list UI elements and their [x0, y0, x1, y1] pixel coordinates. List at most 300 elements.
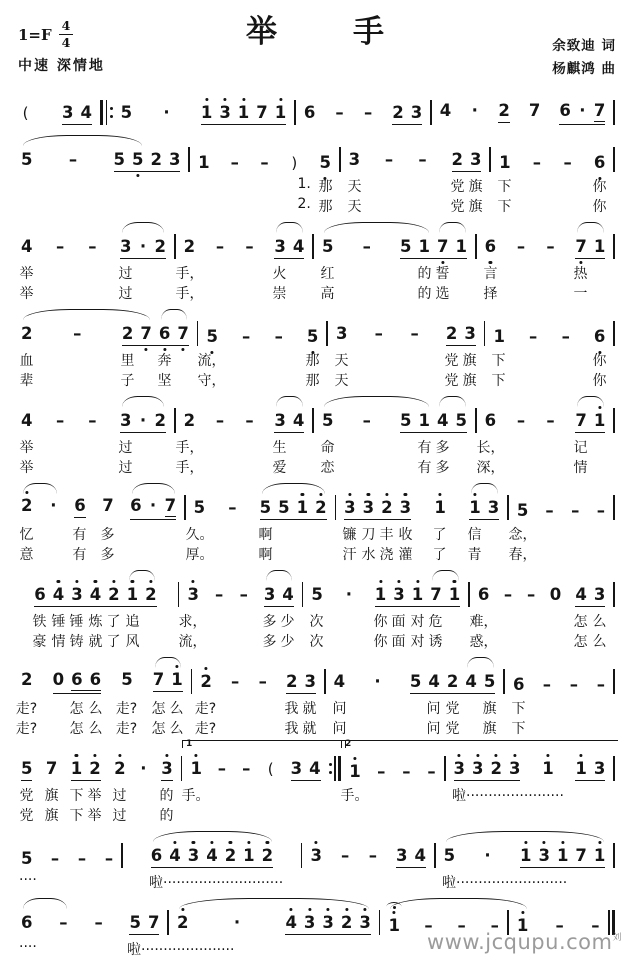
lyric-syllable: 子: [120, 373, 135, 389]
augmentation-dot: ·: [345, 585, 352, 604]
barline: [335, 495, 337, 520]
lyric-syllable: 么: [88, 721, 103, 737]
lyric-syllable: 了: [106, 634, 121, 650]
measure: [114, 91, 294, 128]
lyric-syllable: 对: [410, 614, 425, 630]
lyric-syllable: 下: [69, 788, 84, 804]
lyric-syllable: 党: [19, 788, 34, 804]
measure: [327, 660, 503, 697]
octave-dot-above-icon: [327, 908, 330, 911]
note-token: 1: [171, 671, 182, 689]
note-token: 2: [498, 100, 510, 120]
measure: [506, 663, 612, 697]
duration-dash: –: [335, 103, 344, 122]
barline: [174, 234, 176, 259]
lyric-syllable: 1.: [297, 176, 311, 192]
barline: [326, 321, 328, 346]
note-token: 7: [45, 759, 58, 778]
barline: [181, 756, 183, 781]
duration-dash: –: [245, 237, 254, 256]
note-token: 6: [159, 325, 170, 343]
lyric-syllable: 下: [511, 701, 526, 717]
lyrics-row: [14, 630, 616, 650]
lyric-syllable: 举: [19, 440, 34, 456]
octave-dot-above-icon: [175, 665, 178, 668]
barline: [613, 756, 615, 781]
lyric-syllable: 问: [426, 721, 441, 737]
octave-dot-above-icon: [404, 493, 407, 496]
note-token: 1: [593, 237, 606, 256]
measure: [14, 399, 173, 436]
system-block: [14, 394, 616, 476]
note-token: 2: [381, 499, 392, 517]
octave-dot-above-icon: [524, 841, 527, 844]
lyrics-row: [14, 543, 616, 563]
lyric-syllable: 啊: [258, 527, 273, 543]
barline: [430, 100, 432, 125]
measure: [492, 141, 612, 175]
volta-number: 2: [345, 739, 352, 749]
note-token: 3: [509, 760, 520, 778]
note-token: 5: [307, 328, 318, 346]
note-token: 5: [311, 585, 323, 604]
lyric-syllable: 炼: [88, 614, 103, 630]
note-token: 4: [292, 237, 305, 256]
lyric-syllable: 情: [573, 460, 588, 476]
lyric-syllable: 深，: [476, 460, 505, 476]
note-token: 1: [201, 104, 212, 122]
note-token: 5: [455, 411, 467, 430]
octave-dot-above-icon: [266, 841, 269, 844]
octave-dot-above-icon: [393, 911, 396, 914]
system-block: [14, 133, 616, 215]
lyric-syllable: 选: [435, 286, 450, 302]
note-token: 5: [400, 237, 412, 256]
fermata-icon: [387, 902, 402, 911]
note-token: 1: [71, 760, 82, 778]
measure: [303, 834, 433, 871]
lyric-syllable: 诱: [428, 634, 443, 650]
note-token: 3: [487, 498, 500, 517]
measure: [170, 901, 378, 938]
beam-group: [114, 151, 181, 172]
measure: [304, 573, 467, 610]
lyric-syllable: 下: [491, 373, 506, 389]
beam-group: [62, 104, 92, 125]
measure: [329, 312, 483, 349]
watermark: [427, 930, 622, 954]
note-token: 1: [238, 104, 249, 122]
barline: [188, 147, 190, 172]
note-token: 6: [303, 103, 316, 122]
beam-group: [469, 499, 499, 520]
augmentation-dot: ·: [50, 495, 57, 515]
lyric-syllable: 面: [391, 614, 406, 630]
lyric-syllable: 高: [320, 286, 335, 302]
lyric-syllable: 党: [444, 353, 459, 369]
barline: [613, 321, 615, 346]
note-token: 3: [410, 103, 423, 122]
lyric-syllable: 厚。: [185, 547, 214, 563]
lyric-syllable: 过: [118, 460, 133, 476]
lyrics-row: [14, 523, 616, 543]
measure: [183, 747, 327, 784]
note-token: 5: [120, 103, 133, 122]
lyric-syllable: 次: [309, 634, 324, 650]
beam-group: [575, 238, 605, 259]
note-token: 3: [161, 760, 172, 778]
note-token: 3: [593, 759, 606, 778]
lyric-syllable: 久。: [185, 527, 214, 543]
note-token: 5: [259, 498, 272, 517]
beam-group: [520, 847, 605, 868]
lyric-syllable: 的: [159, 808, 174, 824]
barline: [613, 147, 615, 172]
lyric-syllable: 下: [511, 721, 526, 737]
credits: [552, 35, 616, 81]
octave-dot-above-icon: [229, 841, 232, 844]
barline: [167, 910, 169, 935]
note-token: 4: [292, 411, 305, 430]
beam-group: [264, 586, 294, 607]
lyric-syllable: 的: [417, 286, 432, 302]
duration-dash: –: [217, 759, 226, 778]
note-token: 7: [575, 238, 586, 256]
octave-dot-above-icon: [561, 841, 564, 844]
note-token: 6: [477, 585, 490, 604]
system-line: [14, 394, 616, 436]
lyric-syllable: 旗: [44, 788, 59, 804]
note-token: 6: [594, 328, 605, 346]
lyrics-row: [14, 436, 616, 456]
beam-group: [120, 412, 166, 433]
duration-dash: –: [596, 675, 606, 694]
lyric-syllable: 崇: [272, 286, 287, 302]
lyric-syllable: 啦···························: [149, 875, 284, 891]
barline: [184, 495, 186, 520]
duration-dash: –: [532, 153, 541, 172]
note-token: 3: [344, 499, 355, 517]
augmentation-dot: ·: [471, 100, 478, 120]
measure: [14, 312, 196, 349]
barline: [324, 669, 326, 694]
sub-beam-group: [165, 497, 176, 518]
octave-dot-above-icon: [367, 493, 370, 496]
measure: [447, 747, 613, 784]
lyric-syllable: 锤: [51, 614, 66, 630]
note-token: 1: [542, 760, 553, 778]
measure: [437, 834, 613, 871]
lyric-syllable: 旗: [44, 808, 59, 824]
note-token: 1: [575, 760, 586, 778]
duration-dash: –: [591, 916, 600, 935]
note-token: 1: [388, 917, 399, 935]
duration-dash: –: [527, 585, 536, 604]
duration-dash: –: [56, 411, 65, 430]
duration-dash: –: [56, 237, 65, 256]
note-token: 2: [21, 324, 33, 343]
measure: [191, 141, 338, 175]
note-token: 3: [274, 237, 286, 256]
duration-dash: –: [402, 762, 411, 781]
note-token: 5: [320, 154, 331, 172]
beam-group: [575, 412, 605, 433]
repeat-dots-icon: [110, 107, 113, 118]
note-token: 5: [322, 237, 334, 256]
lyrics-row: [14, 804, 616, 824]
system-line: [14, 655, 616, 697]
note-token: 2: [154, 411, 166, 430]
duration-dash: –: [571, 501, 580, 520]
beam-group: [74, 497, 85, 518]
duration-dash: –: [258, 672, 267, 691]
note-token: 3: [335, 324, 348, 343]
lyric-syllable: 走?: [15, 701, 38, 717]
lyric-syllable: 手。: [340, 788, 369, 804]
note-token: 5: [278, 498, 290, 517]
note-token: 2: [225, 847, 236, 865]
lyrics-row: [14, 349, 616, 369]
octave-dot-above-icon: [192, 580, 195, 583]
lyric-syllable: 镰: [342, 527, 357, 543]
barline: [484, 321, 486, 346]
barline: [613, 669, 615, 694]
lyric-syllable: 对: [410, 634, 425, 650]
system-block: [14, 86, 616, 128]
lyric-syllable: 过: [112, 788, 127, 804]
note-token: 1: [469, 499, 480, 517]
octave-dot-above-icon: [181, 908, 184, 911]
duration-dash: –: [241, 327, 251, 346]
note-token: 1: [493, 327, 505, 346]
lyric-syllable: 的: [417, 266, 432, 282]
note-token: 3: [363, 499, 374, 517]
beam-group: [151, 847, 273, 868]
note-token: 3: [400, 499, 411, 517]
octave-dot-above-icon: [473, 493, 476, 496]
duration-dash: –: [368, 846, 377, 865]
octave-dot-above-icon: [348, 493, 351, 496]
barline: [191, 669, 193, 694]
octave-dot-above-icon: [301, 493, 304, 496]
note-token: 2: [491, 760, 502, 778]
lyric-syllable: 我: [284, 721, 299, 737]
measure: [124, 834, 300, 871]
note-token: 3: [219, 104, 230, 122]
lyric-syllable: 血: [19, 353, 34, 369]
duration-dash: –: [424, 916, 433, 935]
note-token: 7: [177, 325, 188, 343]
lyric-syllable: 手，: [175, 266, 204, 282]
measure: [342, 138, 489, 175]
lyric-syllable: 怎: [69, 701, 84, 717]
lyric-syllable: 风: [125, 634, 140, 650]
lyric-syllable: 春，: [508, 547, 537, 563]
header: [14, 8, 616, 84]
lyric-syllable: 铁: [32, 614, 47, 630]
watermark-seal: 刘: [612, 933, 622, 943]
note-token: 6: [130, 495, 142, 515]
octave-dot-above-icon: [131, 580, 134, 583]
lyric-syllable: 丰: [379, 527, 394, 543]
augmentation-dot: ·: [484, 846, 491, 865]
note-token: 1: [418, 411, 431, 430]
note-token: 2: [21, 497, 32, 515]
note-token: 3: [71, 586, 82, 604]
barline: [312, 408, 314, 433]
lyric-syllable: 走?: [115, 701, 138, 717]
lyric-syllable: ····: [19, 939, 37, 955]
barline: [339, 147, 341, 172]
lyric-syllable: 怎: [573, 634, 588, 650]
note-token: 4: [90, 586, 101, 604]
duration-dash: –: [384, 150, 394, 169]
duration-dash: –: [77, 849, 87, 868]
lyric-syllable: 少: [280, 634, 295, 650]
lyric-syllable: 那: [318, 199, 333, 215]
note-token: 1: [594, 847, 605, 865]
note-token: 1: [434, 499, 445, 517]
duration-dash: –: [50, 849, 60, 868]
barline: [301, 843, 303, 868]
duration-dash: –: [68, 150, 78, 169]
lyric-syllable: ····: [19, 872, 37, 888]
duration-dash: –: [260, 153, 269, 172]
duration-dash: –: [377, 762, 386, 781]
beam-group: [575, 586, 605, 607]
note-token: 7: [528, 100, 541, 120]
lyric-syllable: 手，: [175, 286, 204, 302]
lyric-syllable: 你: [592, 353, 607, 369]
note-token: 6: [512, 675, 525, 694]
duration-dash: –: [73, 324, 82, 343]
beam-group: [286, 673, 316, 694]
lyric-syllable: 旗: [482, 701, 497, 717]
repeat-start-barline: [100, 100, 113, 125]
octave-dot-above-icon: [476, 754, 479, 757]
beam-group: [21, 760, 32, 781]
barline: [613, 100, 615, 125]
note-token: 6: [34, 585, 46, 604]
lyric-syllable: 问: [332, 721, 347, 737]
octave-dot-above-icon: [25, 491, 28, 494]
lyric-syllable: 举: [87, 808, 102, 824]
beam-group: [396, 847, 426, 868]
duration-dash: –: [555, 916, 564, 935]
lyric-syllable: 意: [19, 547, 34, 563]
note-token: 3: [470, 150, 482, 169]
note-token: 4: [21, 411, 33, 430]
octave-dot-above-icon: [495, 754, 498, 757]
octave-dot-above-icon: [513, 754, 516, 757]
duration-dash: –: [528, 327, 538, 346]
lyric-syllable: 党: [450, 199, 465, 215]
system-line: [14, 739, 616, 784]
lyric-syllable: 啦·························: [442, 875, 568, 891]
note-token: 6: [71, 669, 83, 689]
octave-dot-above-icon: [546, 754, 549, 757]
lyric-syllable: 啊: [258, 547, 273, 563]
duration-dash: –: [410, 324, 419, 343]
octave-dot-above-icon: [345, 908, 348, 911]
barline: [489, 147, 491, 172]
note-token: 7: [140, 325, 151, 343]
note-token: 4: [206, 847, 217, 865]
key-signature: 1=F: [18, 25, 52, 44]
beam-group: [120, 238, 166, 259]
measure: [177, 399, 312, 436]
time-signature-denominator: 4: [61, 34, 71, 50]
lyric-syllable: 求，: [178, 614, 207, 630]
octave-dot-above-icon: [379, 580, 382, 583]
system-line: [14, 829, 616, 871]
time-signature-numerator: 4: [59, 20, 74, 35]
octave-dot-above-icon: [94, 580, 97, 583]
lyric-syllable: 走?: [194, 701, 217, 717]
beam-group: [71, 760, 101, 781]
note-token: 5: [409, 672, 422, 691]
note-token: 5: [400, 411, 412, 430]
note-token: 3: [304, 672, 316, 691]
note-token: 2: [392, 103, 404, 122]
lyric-syllable: 天: [347, 199, 362, 215]
system-line: [14, 133, 616, 175]
lyric-syllable: 啦······················: [452, 788, 564, 804]
beam-group: [122, 325, 189, 346]
duration-dash: –: [545, 501, 554, 520]
beam-group: [260, 499, 327, 520]
lyric-syllable: 那: [318, 179, 333, 195]
lyric-syllable: 过: [118, 286, 133, 302]
note-token: 2: [177, 914, 188, 932]
note-token: 7: [102, 495, 114, 515]
note-token: 3: [62, 103, 74, 122]
note-token: 3: [304, 914, 315, 932]
note-token: 3: [169, 150, 181, 169]
note-token: 2: [89, 760, 100, 778]
lyric-syllable: 守，: [197, 373, 226, 389]
lyric-syllable: 记: [573, 440, 588, 456]
measure: [315, 225, 474, 262]
duration-dash: –: [228, 498, 237, 517]
lyric-syllable: 流，: [178, 634, 207, 650]
lyric-syllable: 了: [106, 614, 121, 630]
measure: [315, 399, 474, 436]
lyric-syllable: 辈: [19, 373, 34, 389]
duration-dash: –: [242, 759, 251, 778]
note-token: 5: [21, 849, 33, 868]
note-token: 7: [430, 585, 442, 604]
note-token: 1: [127, 586, 138, 604]
beam-group: [575, 760, 605, 781]
lyric-syllable: 怎: [69, 721, 84, 737]
lyric-syllable: 党: [19, 808, 34, 824]
system-block: [14, 739, 616, 824]
note-token: 4: [21, 237, 33, 256]
duration-dash: –: [245, 411, 254, 430]
duration-dash: –: [215, 237, 225, 256]
octave-dot-above-icon: [205, 98, 208, 101]
note-token: 5: [113, 150, 126, 169]
lyric-syllable: 走?: [15, 721, 38, 737]
octave-dot-above-icon: [416, 580, 419, 583]
duration-dash: –: [214, 585, 224, 604]
lyric-syllable: 走?: [115, 721, 138, 737]
system-block: [14, 829, 616, 891]
barline: [503, 669, 505, 694]
lyric-syllable: 火: [272, 266, 287, 282]
duration-dash: –: [569, 675, 579, 694]
